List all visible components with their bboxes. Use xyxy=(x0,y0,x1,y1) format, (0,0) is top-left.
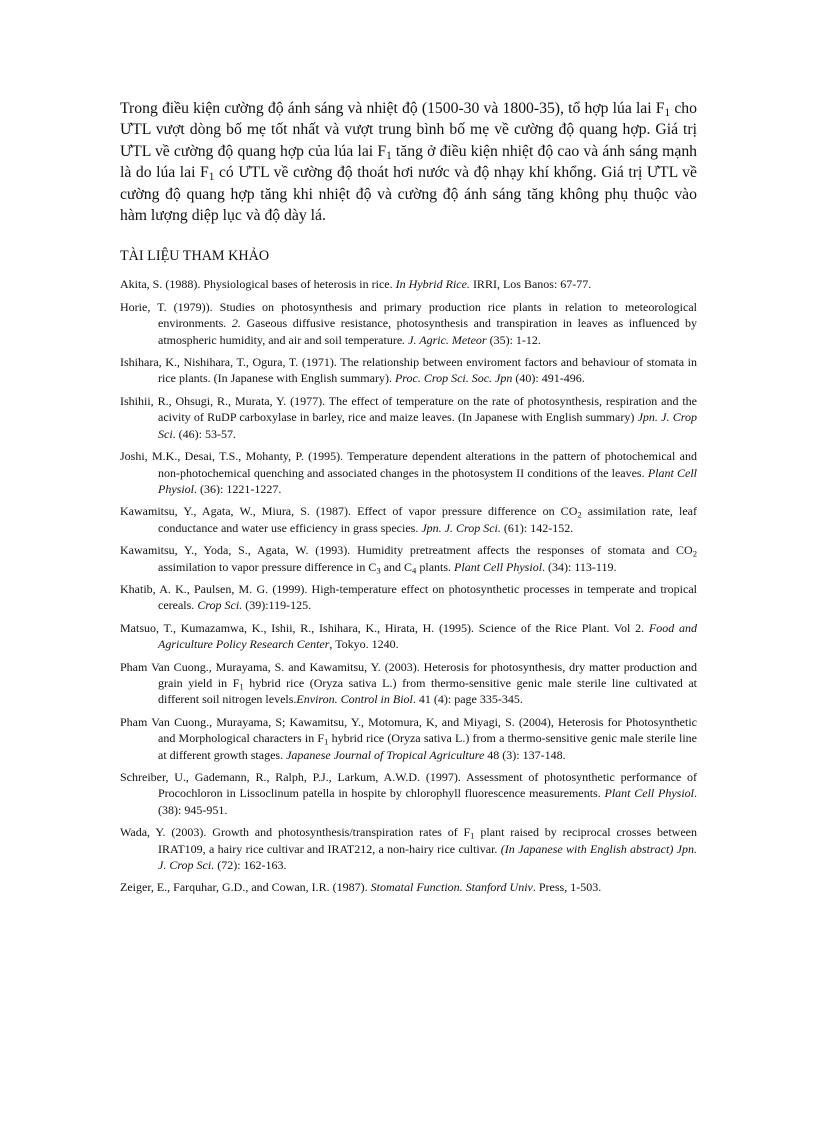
ref-text: . (36): 1221-1227. xyxy=(194,481,282,496)
ref-text: Horie, T. (1979)). Studies on photosynthesis and primary production rice plants in relation to meteorological environments xyxy=(120,299,697,331)
paragraph-text: có ƯTL về cường độ thoát hơi nước và độ nhạy khí khổng. Giá trị ƯTL về cường độ quang hợp tăng khi nhiệt độ và cường độ ánh sáng tăng không phụ thuộc vào hàm lượng diệp lục và độ dày lá. xyxy=(120,164,697,225)
ref-text: and C xyxy=(380,559,413,574)
ref-source: Plant Cell Physiol xyxy=(158,465,698,496)
ref-text: . (38): 945-951. xyxy=(158,786,697,817)
reference-item xyxy=(120,714,697,763)
reference-item xyxy=(120,769,697,818)
ref-text: (61): 142-152. xyxy=(500,520,574,535)
ref-source: Stomatal Function. Stanford Univ xyxy=(370,880,533,895)
ref-source: . 2. xyxy=(223,316,241,331)
ref-text: . (34): 113-119. xyxy=(542,559,617,574)
ref-text: Joshi, M.K., Desai, T.S., Mohanty, P. (1995). Temperature dependent alterations in the pattern of photochemical and non-photochemical quenching and associated changes in the photosystem II conditions of the leaves. xyxy=(120,449,697,480)
ref-text: (39):119-125. xyxy=(242,598,312,613)
ref-text: Gaseous diffusive resistance, photosynthesis and transpiration in leaves as influenced by atmospheric humidity, and air and soil temperature xyxy=(158,316,697,347)
ref-source: Plant Cell Physiol xyxy=(604,786,694,801)
subscript: 4 xyxy=(412,564,417,575)
reference-item xyxy=(120,503,697,536)
reference-item xyxy=(120,276,697,292)
ref-text: Kawamitsu, Y., Agata, W., Miura, S. (1987). Effect of vapor pressure difference on CO xyxy=(120,504,578,519)
reference-item xyxy=(120,620,697,653)
ref-text: Akita, S. (1988). Physiological bases of heterosis in rice. xyxy=(120,277,396,292)
ref-text: plants. xyxy=(416,559,455,574)
ref-text: Matsuo, T., Kumazamwa, K., Ishii, R., Ishihara, K., Hirata, H. (1995). Science of the Rice Plant. Vol 2. xyxy=(120,620,649,635)
ref-text: Wada, Y. (2003). Growth and photosynthesis/transpiration rates of F xyxy=(120,825,471,840)
ref-text: , Tokyo. 1240. xyxy=(329,637,399,652)
ref-text: Pham Van Cuong., Murayama, S; Kawamitsu, Y., Motomura, K, and Miyagi, S. (2004), Heterosis for Photosynthetic and Morphological characters in F xyxy=(120,714,697,746)
ref-text: . (46): 53-57. xyxy=(172,426,236,441)
ref-source: Jpn. J. Crop Sci. xyxy=(421,520,501,535)
ref-text: assimilation to vapor pressure difference in C xyxy=(158,559,377,574)
reference-item xyxy=(120,448,697,497)
ref-source: Japanese Journal of Tropical Agriculture xyxy=(286,747,485,762)
reference-list xyxy=(120,276,697,895)
ref-text: Ishihara, K., Nishihara, T., Ogura, T. (1971). The relationship between enviroment factors and behaviour of stomata in rice plants. (In Japanese with English summary). xyxy=(120,355,697,386)
ref-source: In Hybrid Rice. xyxy=(395,277,470,292)
subscript: 2 xyxy=(692,548,697,559)
subscript: 1 xyxy=(470,830,475,841)
ref-source: Food and Agriculture Policy Research Center xyxy=(158,620,697,652)
subscript: 1 xyxy=(239,681,244,692)
ref-text: Ishihii, R., Ohsugi, R., Murata, Y. (1977). The effect of temperature on the rate of photosynthesis, respiration and the acivity of RuDP carboxylase in barley, rice and maize leaves. (In Japanese with English summary) xyxy=(120,393,697,425)
ref-text: Schreiber, U., Gademann, R., Ralph, P.J., Larkum, A.W.D. (1997). Assessment of photosynthetic performance of Procochloron in Lissoclinum patella in hospite by chlorophyll fluorescence measurements. xyxy=(120,770,697,801)
ref-text: (40): 491-496. xyxy=(512,371,585,386)
reference-item xyxy=(120,542,697,575)
ref-text: plant raised by reciprocal crosses between IRAT109, a hairy rice cultivar and IRAT212, a non-hairy rice cultivar. xyxy=(158,825,698,856)
ref-text: Zeiger, E., Farquhar, G.D., and Cowan, I.R. (1987). xyxy=(120,880,371,895)
ref-text: Khatib, A. K., Paulsen, M. G. (1999). High-temperature effect on photosynthetic processes in temperate and tropical cereals. xyxy=(120,581,697,613)
ref-text: IRRI, Los Banos: 67-77. xyxy=(469,277,592,292)
document-page xyxy=(120,98,697,902)
ref-text: hybrid rice (Oryza sativa L.) from thermo-sensitive genic male sterile line cultivated at different soil nitrogen levels. xyxy=(158,675,697,707)
ref-text: hybrid rice (Oryza sativa L.) from a thermo-sensitive genic male sterile line at different growth stages. xyxy=(158,731,698,762)
ref-text: Kawamitsu, Y., Yoda, S., Agata, W. (1993). Humidity pretreatment affects the responses of stomata and CO xyxy=(120,543,693,558)
ref-text: . 41 (4): page 335-345. xyxy=(412,692,523,707)
subscript: 3 xyxy=(376,564,381,575)
subscript: 1 xyxy=(208,171,215,184)
body-paragraph xyxy=(120,98,697,226)
reference-item xyxy=(120,299,697,348)
ref-text: Pham Van Cuong., Murayama, S. and Kawamitsu, Y. (2003). Heterosis for photosynthesis, dry matter production and grain yield in F xyxy=(120,659,697,690)
ref-text: 48 (3): 137-148. xyxy=(484,747,566,762)
ref-source: Crop Sci. xyxy=(197,598,243,613)
subscript: 1 xyxy=(386,149,392,162)
ref-text: assimilation rate, leaf conductance and water use efficiency in grass species. xyxy=(158,504,697,535)
ref-source: Jpn. J. Crop Sci xyxy=(158,410,698,441)
ref-source: Proc. Crop Sci. Soc. Jpn xyxy=(394,371,513,386)
reference-item xyxy=(120,581,697,614)
ref-source: (In Japanese with English abstract) Jpn. J. Crop Sci. xyxy=(158,841,697,873)
paragraph-text: tăng ở điều kiện nhiệt độ cao và ánh sáng mạnh là do lúa lai F xyxy=(120,142,698,182)
paragraph-text: cho ƯTL vượt dòng bố mẹ tốt nhất và vượt trung bình bố mẹ về cường độ quang hợp. Giá trị ƯTL về cường độ quang hợp của lúa lai F xyxy=(120,100,697,160)
ref-text: . Press, 1-503. xyxy=(532,880,602,895)
reference-item xyxy=(120,393,697,442)
reference-item xyxy=(120,879,697,895)
subscript: 2 xyxy=(577,509,582,520)
subscript: 1 xyxy=(324,736,329,747)
paragraph-text: Trong điều kiện cường độ ánh sáng và nhiệt độ (1500-30 và 1800-35), tổ hợp lúa lai F xyxy=(120,100,665,117)
ref-text: (35): 1-12. xyxy=(486,332,541,347)
ref-text: (72): 162-163. xyxy=(214,858,287,873)
reference-item xyxy=(120,824,697,873)
ref-source: . J. Agric. Meteor xyxy=(402,332,487,347)
subscript: 1 xyxy=(664,107,671,120)
reference-item xyxy=(120,659,697,708)
references-heading: TÀI LIỆU THAM KHẢO xyxy=(120,248,270,265)
ref-source: Plant Cell Physiol xyxy=(454,559,543,574)
reference-item xyxy=(120,354,697,387)
ref-source: Environ. Control in Biol xyxy=(296,692,413,707)
